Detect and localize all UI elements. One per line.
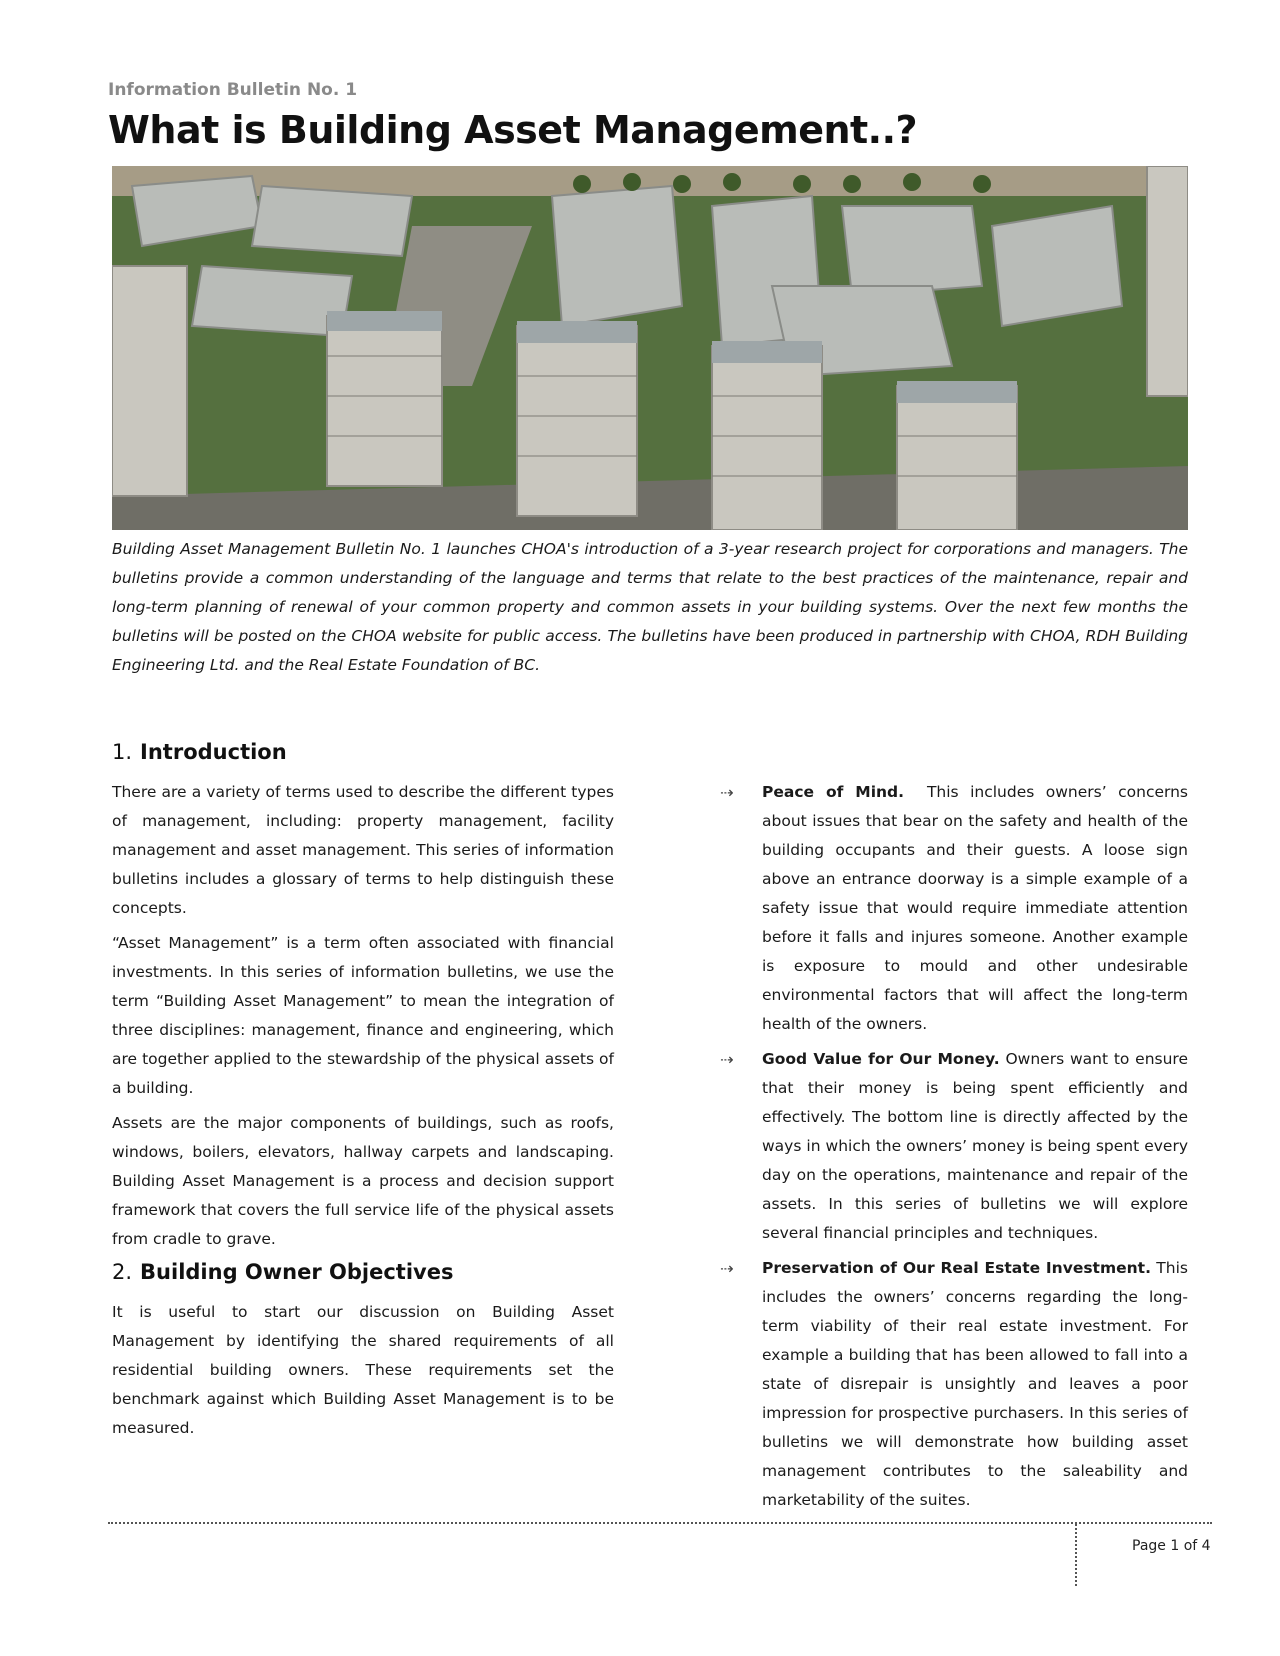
aerial-photo bbox=[112, 166, 1188, 530]
paragraph: It is useful to start our discussion on Building Asset Management by identifying the shared requirements of all residential building owners. These requirements set the benchmark against which Building Asset Management is to be measured. bbox=[112, 1303, 614, 1437]
objective-text bbox=[762, 778, 1188, 1039]
page-title: What is Building Asset Management..? bbox=[108, 108, 918, 152]
objective-item bbox=[720, 1254, 1188, 1515]
footer-vertical-divider bbox=[1075, 1524, 1077, 1586]
dotted-arrow-icon: ⇢ bbox=[720, 1259, 734, 1278]
objective-text bbox=[762, 1254, 1188, 1515]
objective-item bbox=[720, 778, 1188, 1039]
section-title: Introduction bbox=[140, 740, 287, 764]
objective-body: This includes owners’ concerns about issues that bear on the safety and health of the building occupants and their guests. A loose sign above an entrance doorway is a simple example of a safety issue that would require immediate attention before it falls and injures someone. Another example is exposure to mould and other undesirable environmental factors that will affect the long-term health of the owners. bbox=[762, 783, 1189, 1033]
paragraph: “Asset Management” is a term often associated with financial investments. In this series of information bulletins, we use the term “Building Asset Management” to mean the integration of three disciplines: management, finance and engineering, which are together applied to the stewardship of the physical assets of a building. bbox=[112, 934, 614, 1097]
aerial-photo-illustration bbox=[112, 166, 1188, 530]
objective-lead: Good Value for Our Money. bbox=[762, 1050, 1000, 1068]
left-column bbox=[112, 740, 614, 1449]
dotted-arrow-icon: ⇢ bbox=[720, 1050, 734, 1069]
section-heading-introduction bbox=[112, 740, 614, 764]
section-heading-owner-objectives bbox=[112, 1260, 614, 1284]
page-number: Page 1 of 4 bbox=[1132, 1538, 1211, 1554]
right-column bbox=[720, 778, 1188, 1521]
objective-lead: Preservation of Our Real Estate Investment. bbox=[762, 1259, 1151, 1277]
intro-caption: Building Asset Management Bulletin No. 1 launches CHOA's introduction of a 3-year research project for corporations and managers. The bulletins provide a common understanding of the language and terms that relate to the best practices of the maintenance, repair and long-term planning of renewal of your common property and common assets in your building systems. Over the next few months the bulletins will be posted on the CHOA website for public access. The bulletins have been produced in partnership with CHOA, RDH Building Engineering Ltd. and the Real Estate Foundation of BC. bbox=[112, 540, 1188, 674]
footer-divider bbox=[108, 1522, 1212, 1524]
section-title: Building Owner Objectives bbox=[140, 1260, 454, 1284]
dotted-arrow-icon: ⇢ bbox=[720, 783, 734, 802]
objective-body: This includes the owners’ concerns regarding the long-term viability of their real estate investment. For example a building that has been allowed to fall into a state of disrepair is unsightly and leaves a poor impression for prospective purchasers. In this series of bulletins we will demonstrate how building asset management contributes to the saleability and marketability of the suites. bbox=[762, 1259, 1188, 1509]
paragraph: Assets are the major components of buildings, such as roofs, windows, boilers, elevators, hallway carpets and landscaping. Building Asset Management is a process and decision support framework that covers the full service life of the physical assets from cradle to grave. bbox=[112, 1114, 614, 1248]
section-number: 1. bbox=[112, 740, 133, 764]
objective-body: Owners want to ensure that their money is being spent efficiently and effectively. The bottom line is directly affected by the ways in which the owners’ money is being spent every day on the operations, maintenance and repair of the assets. In this series of bulletins we will explore several financial principles and techniques. bbox=[762, 1050, 1188, 1242]
objective-item bbox=[720, 1045, 1188, 1248]
objective-text bbox=[762, 1045, 1188, 1248]
paragraph: There are a variety of terms used to describe the different types of management, including: property management, facility management and asset management. This series of information bulletins includes a glossary of terms to help distinguish these concepts. bbox=[112, 783, 614, 917]
objective-lead: Peace of Mind. bbox=[762, 783, 905, 801]
section-number: 2. bbox=[112, 1260, 133, 1284]
bulletin-number: Information Bulletin No. 1 bbox=[108, 80, 358, 100]
